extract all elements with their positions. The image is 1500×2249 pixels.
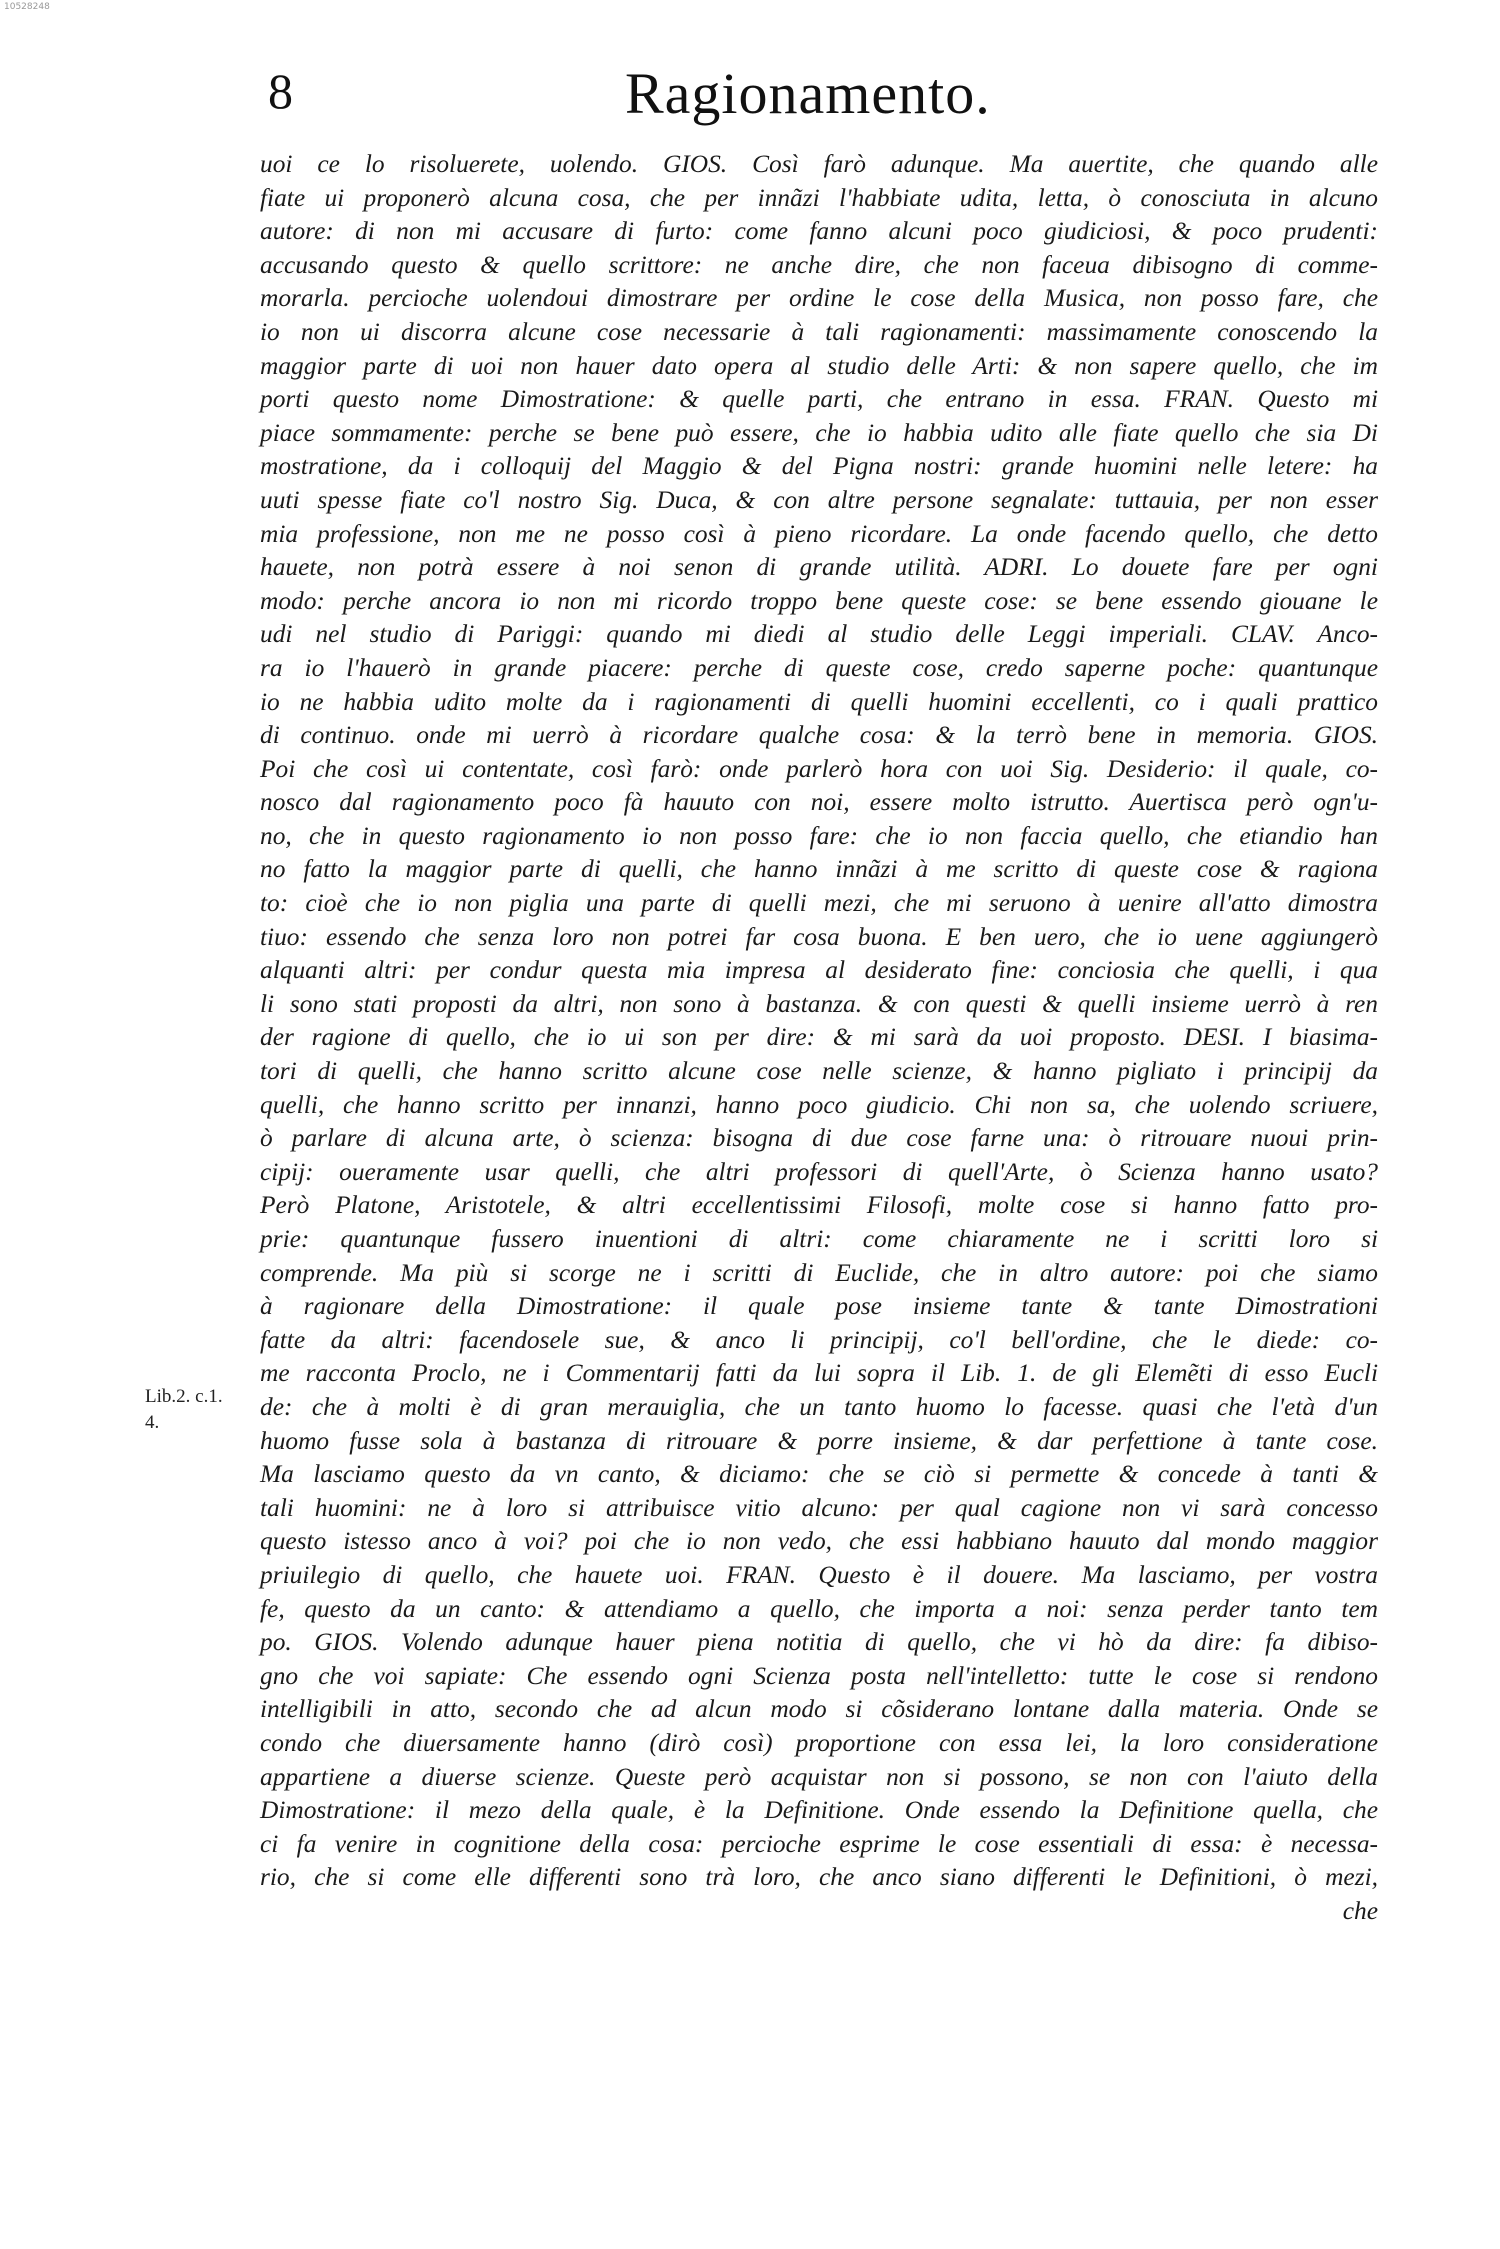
text-line: uuti spesse fiate co'l nostro Sig. Duca, & con altre persone segnalate: tuttauia, per non esser	[260, 485, 1378, 514]
text-line: Però Platone, Aristotele, & altri eccellentissimi Filosofi, molte cose si hanno fatto pro-	[260, 1191, 1378, 1220]
page-id-mark: 10528248	[4, 2, 50, 12]
text-line: autore: di non mi accusare di furto: come fanno alcuni poco giudiciosi, & poco prudenti:	[260, 217, 1378, 246]
text-line: appartiene a diuerse scienze. Queste però acquistar non si possono, se non con l'aiuto della	[260, 1762, 1378, 1791]
text-line: priuilegio di quello, che hauete uoi. FRAN. Questo è il douere. Ma lasciamo, per vostra	[260, 1560, 1378, 1589]
text-line: tiuo: essendo che senza loro non potrei far cosa buona. E ben uero, che io uene aggiungerò	[260, 922, 1378, 951]
text-line: fe, questo da un canto: & attendiamo a quello, che importa a noi: senza perder tanto tem	[260, 1594, 1378, 1623]
text-line: prie: quantunque fussero inuentioni di altri: come chiaramente ne i scritti loro si	[260, 1225, 1378, 1253]
text-line: piace sommamente: perche se bene può essere, che io habbia udito alle fiate quello che sia Di	[260, 418, 1378, 447]
text-line: mostratione, da i colloquij del Maggio & del Pigna nostri: grande huomini nelle letere: ha	[260, 452, 1378, 481]
text-line: udi nel studio di Pariggi: quando mi diedi al studio delle Leggi imperiali. CLAV. Anco-	[260, 620, 1378, 649]
text-line: intelligibili in atto, secondo che ad alcun modo si cõsiderano lontane dalla materia. Onde se	[260, 1695, 1378, 1724]
text-line: modo: perche ancora io non mi ricordo troppo bene queste cose: se bene essendo giouane le	[260, 586, 1378, 615]
text-line: no, che in questo ragionamento io non posso fare: che io non faccia quello, che etiandio han	[260, 821, 1378, 850]
text-line: Ma lasciamo questo da vn canto, & diciamo: che se ciò si permette & concede à tanti &	[260, 1460, 1378, 1489]
text-line: quelli, che hanno scritto per innanzi, hanno poco giudicio. Chi non sa, che uolendo scriuere,	[260, 1090, 1378, 1119]
text-line: po. GIOS. Volendo adunque hauer piena notitia di quello, che vi hò da dire: fa dibiso-	[260, 1628, 1378, 1657]
text-line: hauete, non potrà essere à noi senon di grande utilità. ADRI. Lo douete fare per ogni	[260, 553, 1378, 582]
text-line: à ragionare della Dimostratione: il quale pose insieme tante & tante Dimostrationi	[260, 1292, 1378, 1321]
text-line: to: cioè che io non piglia una parte di quelli mezi, che mi seruono à uenire all'atto dimostra	[260, 889, 1378, 918]
text-line: fatte da altri: facendosele sue, & anco li principij, co'l bell'ordine, che le diede: co-	[260, 1325, 1378, 1354]
text-line: me racconta Proclo, ne i Commentarij fatti da lui sopra il Lib. 1. de gli Elemẽti di esso Eucli	[260, 1359, 1378, 1388]
running-head: Ragionamento.	[625, 61, 991, 126]
text-line: condo che diuersamente hanno (dirò così) proportione con essa lei, la loro consideratione	[260, 1728, 1378, 1757]
text-line: che	[1342, 1896, 1378, 1925]
text-line: questo istesso anco à voi? poi che io non vedo, che essi habbiano hauuto dal mondo maggior	[260, 1527, 1378, 1556]
text-line: der ragione di quello, che io ui son per dire: & mi sarà da uoi proposto. DESI. I biasima-	[260, 1023, 1378, 1052]
page-number: 8	[268, 63, 293, 119]
text-line: io non ui discorra alcune cose necessarie à tali ragionamenti: massimamente conoscendo la	[260, 317, 1378, 346]
text-line: Dimostratione: il mezo della quale, è la Definitione. Onde essendo la Definitione quella, che	[260, 1796, 1378, 1825]
text-line: accusando questo & quello scrittore: ne anche dire, che non faceua dibisogno di comme-	[260, 250, 1378, 279]
text-line: gno che voi sapiate: Che essendo ogni Scienza posta nell'intelletto: tutte le cose si rendono	[260, 1661, 1378, 1690]
text-line: porti questo nome Dimostratione: & quelle parti, che entrano in essa. FRAN. Questo mi	[260, 385, 1378, 414]
text-line: mia professione, non me ne posso così à pieno ricordare. La onde facendo quello, che detto	[260, 519, 1378, 548]
text-line: comprende. Ma più si scorge ne i scritti di Euclide, che in altro autore: poi che siamo	[260, 1258, 1378, 1287]
text-line: alquanti altri: per condur questa mia impresa al desiderato fine: conciosia che quelli, i qua	[260, 956, 1378, 985]
text-line: rio, che si come elle differenti sono trà loro, che anco siano differenti le Definitioni, ò mezi,	[260, 1863, 1378, 1892]
margin-note: Lib.2. c.1. 4.	[145, 1386, 223, 1433]
text-line: fiate ui proponerò alcuna cosa, che per innãzi l'habbiate udita, letta, ò conosciuta in alcuno	[260, 183, 1378, 212]
text-line: morarla. percioche uolendoui dimostrare per ordine le cose della Musica, non posso fare, che	[260, 284, 1378, 313]
text-line: cipij: oueramente usar quelli, che altri professori di quell'Arte, ò Scienza hanno usato?	[260, 1157, 1378, 1186]
text-line: no fatto la maggior parte di quelli, che hanno innãzi à me scritto di queste cose & ragiona	[260, 855, 1378, 884]
text-line: huomo fusse sola à bastanza di ritrouare & porre insieme, & dar perfettione à tante cose.	[260, 1426, 1378, 1455]
text-line: nosco dal ragionamento poco fà hauuto con noi, essere molto istrutto. Auertisca però ogn'u-	[260, 788, 1378, 817]
text-line: li sono stati proposti da altri, non sono à bastanza. & con questi & quelli insieme uerrò à ren	[260, 989, 1378, 1018]
text-line: ci fa venire in cognitione della cosa: percioche esprime le cose essentiali di essa: è necessa-	[260, 1829, 1378, 1858]
text-line: Poi che così ui contentate, così farò: onde parlerò hora con uoi Sig. Desiderio: il quale, co-	[260, 754, 1378, 783]
text-line: uoi ce lo risoluerete, uolendo. GIOS. Così farò adunque. Ma auertite, che quando alle	[260, 150, 1378, 178]
text-line: tori di quelli, che hanno scritto alcune cose nelle scienze, & hanno pigliato i principij da	[260, 1057, 1378, 1086]
text-line: de: che à molti è di gran merauiglia, che un tanto huomo lo facesse. quasi che l'età d'un	[260, 1392, 1378, 1421]
text-line: ra io l'hauerò in grande piacere: perche di queste cose, credo saperne poche: quantunque	[260, 653, 1378, 682]
text-line: ò parlare di alcuna arte, ò scienza: bisogna di due cose farne una: ò ritrouare nuoui prin-	[260, 1124, 1378, 1153]
body-text	[260, 148, 1378, 1928]
text-line: tali huomini: ne à loro si attribuisce vitio alcuno: per qual cagione non vi sarà concesso	[260, 1493, 1378, 1522]
text-line: maggior parte di uoi non hauer dato opera al studio delle Arti: & non sapere quello, che im	[260, 351, 1378, 380]
text-line: io ne habbia udito molte da i ragionamenti di quelli huomini eccellenti, co i quali prattico	[260, 687, 1378, 716]
text-line: di continuo. onde mi uerrò à ricordare qualche cosa: & la terrò bene in memoria. GIOS.	[260, 721, 1378, 750]
